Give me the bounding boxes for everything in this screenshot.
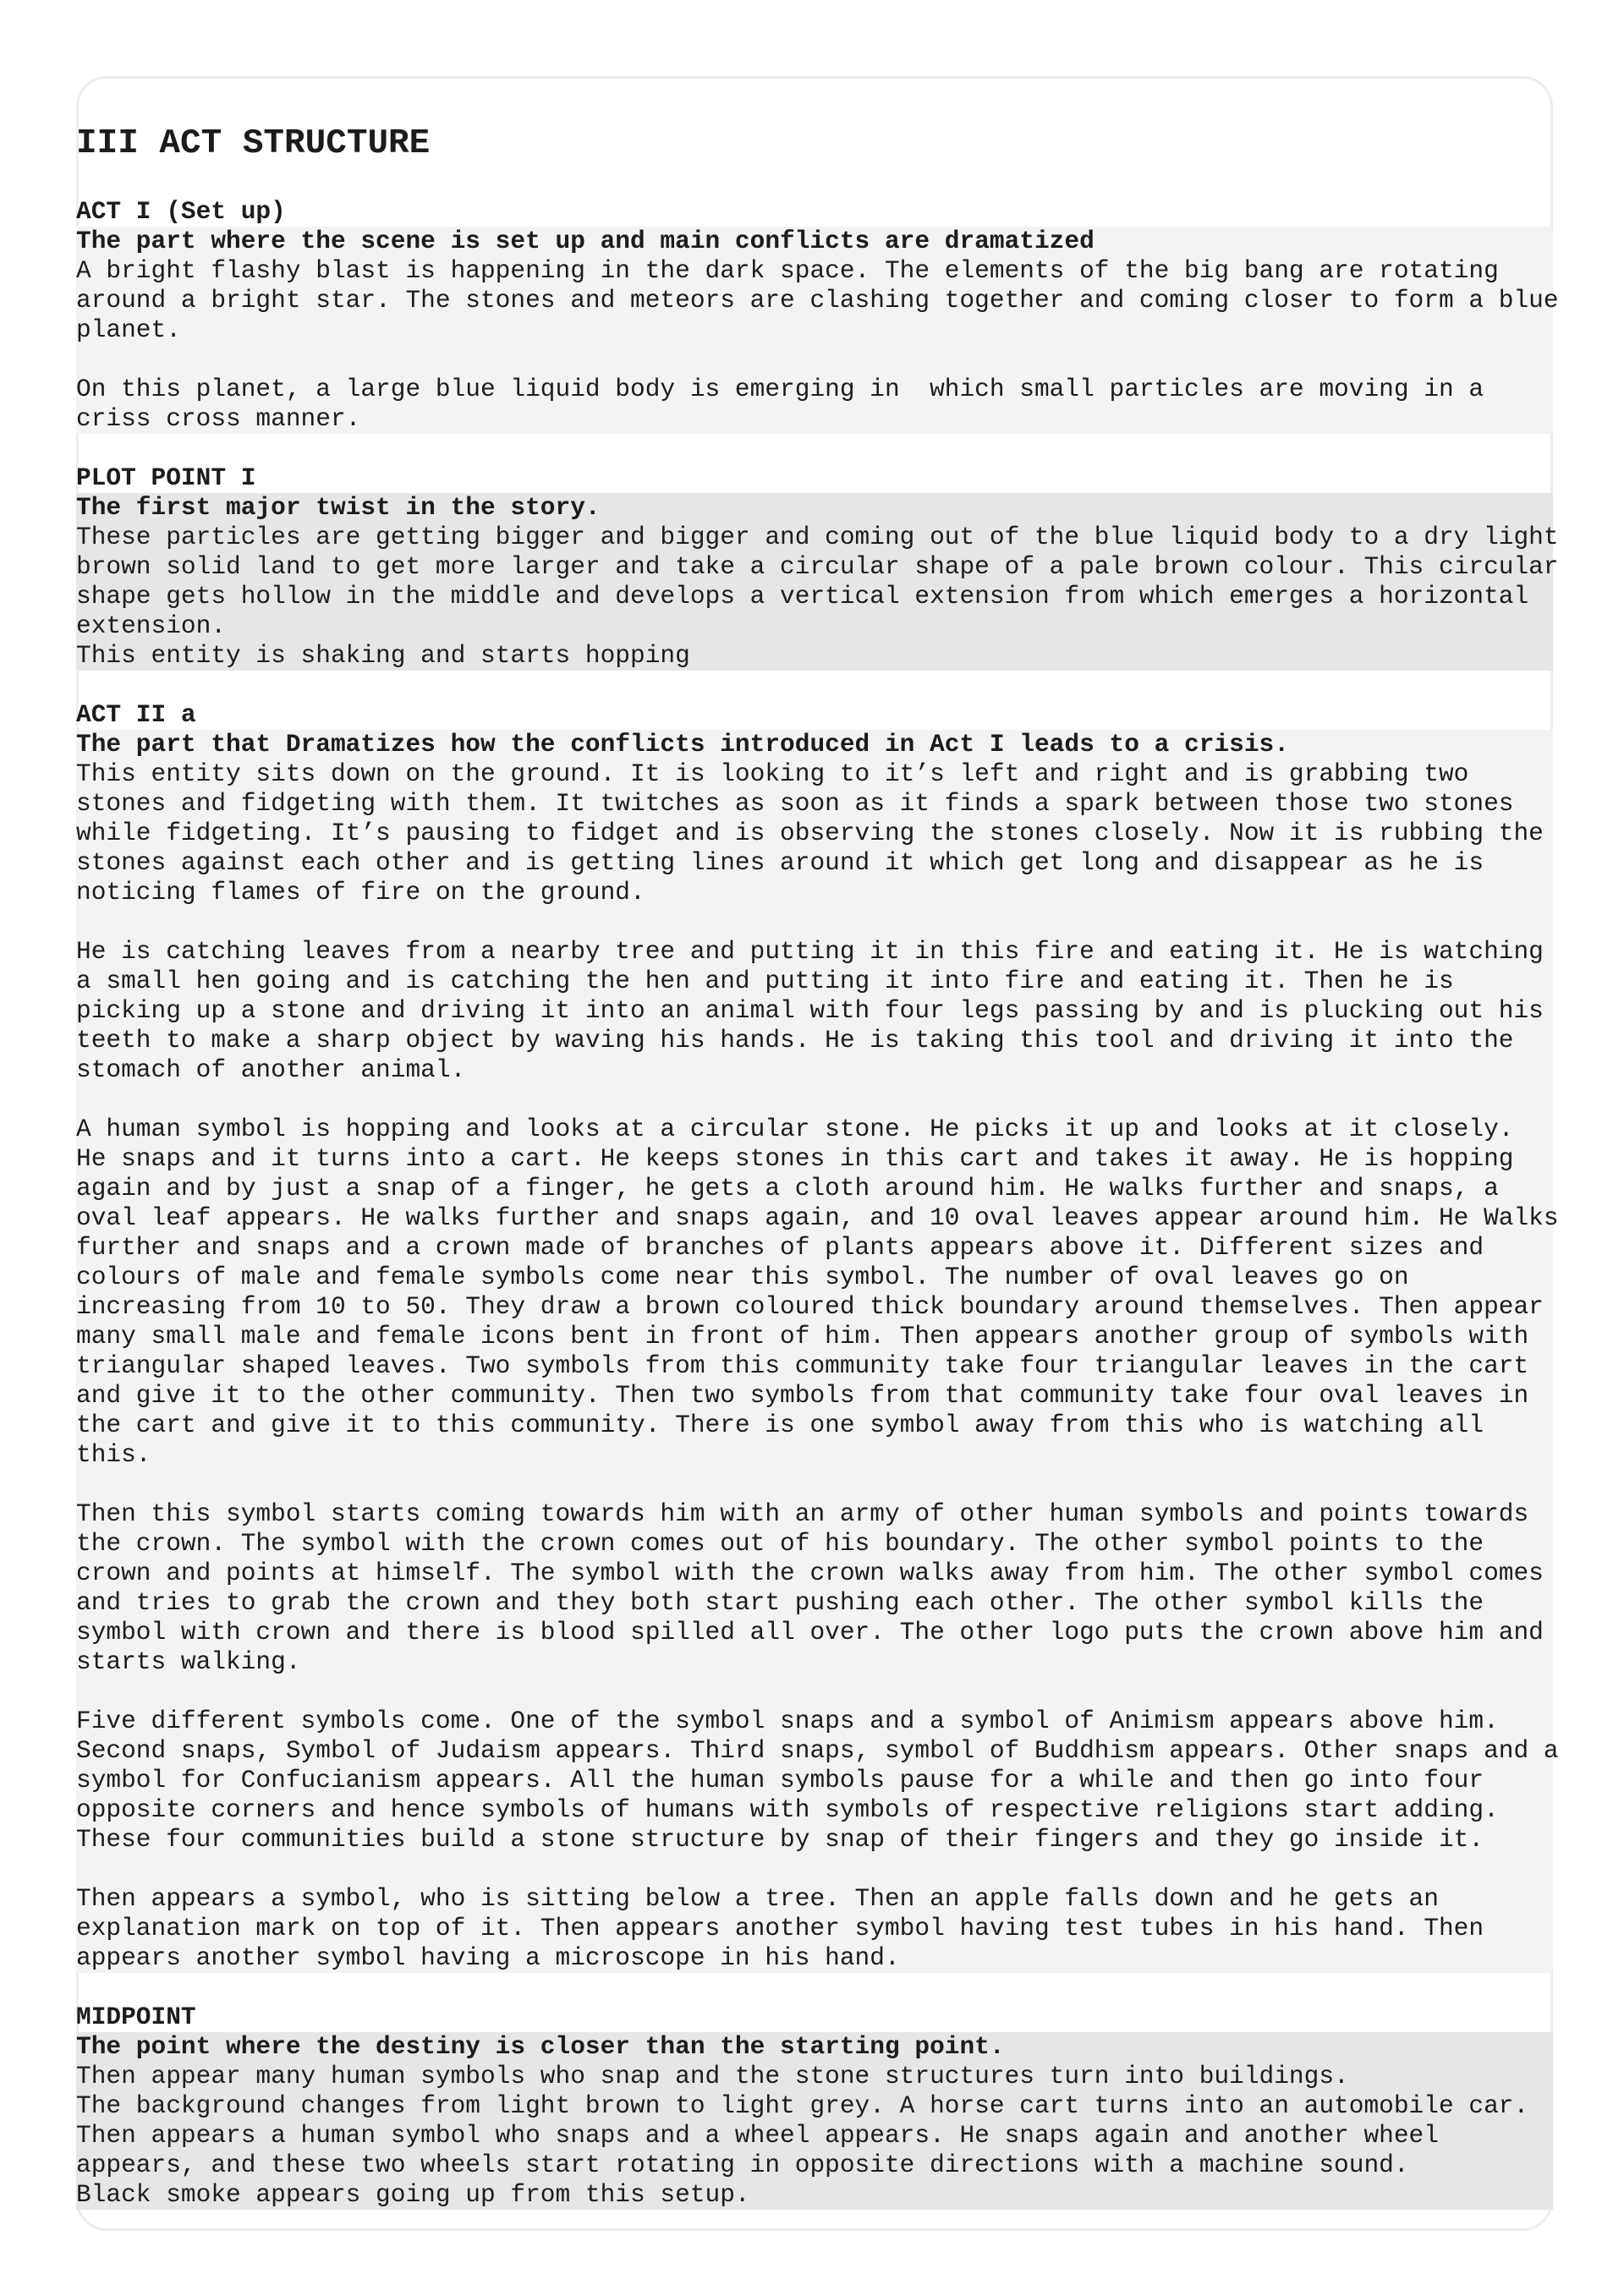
text-line: brown solid land to get more larger and take a circular shape of a pale brown colour. This circular (76, 552, 1559, 581)
section-heading: MIDPOINT (76, 2003, 196, 2031)
text-line: These particles are getting bigger and bigger and coming out of the blue liquid body to a dry light (76, 523, 1559, 551)
paragraph (76, 1115, 1559, 1470)
paragraph (76, 375, 1553, 434)
text-line: Black smoke appears going up from this setup. (76, 2180, 750, 2209)
text-line: this. (76, 1440, 151, 1469)
text-line: Then appears a human symbol who snaps and a wheel appears. He snaps again and another wheel (76, 2121, 1439, 2150)
text-line: Then appear many human symbols who snap and the stone structures turn into buildings. (76, 2062, 1349, 2091)
document-body (76, 123, 1559, 2210)
text-line: shape gets hollow in the middle and develops a vertical extension from which emerges a horizontal (76, 582, 1529, 611)
text-line: Five different symbols come. One of the symbol snaps and a symbol of Animism appears above him. (76, 1707, 1499, 1735)
text-line: starts walking. (76, 1647, 301, 1676)
paragraph (76, 937, 1553, 1085)
text-line: symbol with crown and there is blood spilled all over. The other logo puts the crown above him and (76, 1618, 1544, 1647)
text-line: again and by just a snap of a finger, he gets a cloth around him. He walks further and snaps, a (76, 1174, 1499, 1203)
text-line: These four communities build a stone structure by snap of their fingers and they go inside it. (76, 1825, 1484, 1854)
text-line: On this planet, a large blue liquid body is emerging in which small particles are moving in a (76, 375, 1484, 403)
text-line: planet. (76, 315, 181, 344)
section-subtitle: The part where the scene is set up and main conflicts are dramatized (76, 227, 1095, 255)
text-line: symbol for Confucianism appears. All the human symbols pause for a while and then go into four (76, 1766, 1484, 1795)
text-line: This entity sits down on the ground. It is looking to it’s left and right and is grabbing two (76, 759, 1469, 788)
section (76, 700, 1559, 2003)
text-line: stones against each other and is getting lines around it which get long and disappear as he is (76, 848, 1484, 877)
text-line: while fidgeting. It’s pausing to fidget and is observing the stones closely. Now it is rubbing the (76, 819, 1544, 847)
section-heading: PLOT POINT I (76, 463, 256, 492)
paragraph-gap (76, 907, 1553, 937)
text-line: and give it to the other community. Then two symbols from that community take four oval leaves in (76, 1381, 1529, 1410)
section-block (76, 730, 1559, 1973)
text-line: appears, and these two wheels start rotating in opposite directions with a machine sound. (76, 2151, 1409, 2179)
text-line: explanation mark on top of it. Then appears another symbol having test tubes in his hand. Then (76, 1914, 1484, 1943)
text-line: Second snaps, Symbol of Judaism appears. Third snaps, symbol of Buddhism appears. Other snaps and a (76, 1736, 1559, 1765)
text-line: stones and fidgeting with them. It twitches as soon as it finds a spark between those two stones (76, 789, 1514, 818)
text-line: around a bright star. The stones and meteors are clashing together and coming closer to form a blue (76, 286, 1559, 315)
text-line: extension. (76, 611, 227, 640)
text-line: A human symbol is hopping and looks at a circular stone. He picks it up and looks at it closely. (76, 1115, 1514, 1143)
text-line: oval leaf appears. He walks further and snaps again, and 10 oval leaves appear around him. He Walks (76, 1203, 1559, 1232)
paragraph (76, 759, 1553, 907)
text-line: Then appears a symbol, who is sitting below a tree. Then an apple falls down and he gets an (76, 1884, 1439, 1913)
section-subtitle: The point where the destiny is closer than the starting point. (76, 2032, 1005, 2061)
text-line: opposite corners and hence symbols of humans with symbols of respective religions start adding. (76, 1795, 1499, 1824)
text-line: further and snaps and a crown made of branches of plants appears above it. Different sizes and (76, 1233, 1484, 1262)
section-gap (76, 671, 1553, 700)
text-line: criss cross manner. (76, 404, 361, 433)
paragraph-gap (76, 1470, 1553, 1499)
section-gap (76, 434, 1553, 463)
section (76, 197, 1559, 463)
section (76, 2003, 1553, 2210)
text-line: A bright flashy blast is happening in the dark space. The elements of the big bang are rotating (76, 256, 1499, 285)
text-line: the cart and give it to this community. There is one symbol away from this who is watching all (76, 1411, 1484, 1439)
text-line: many small male and female icons bent in front of him. Then appears another group of symbols with (76, 1322, 1529, 1351)
paragraph-gap (76, 1855, 1553, 1884)
text-line: colours of male and female symbols come near this symbol. The number of oval leaves go on (76, 1263, 1409, 1291)
paragraph-gap (76, 1085, 1553, 1115)
text-line: increasing from 10 to 50. They draw a brown coloured thick boundary around themselves. Then appear (76, 1292, 1544, 1321)
section-heading: ACT I (Set up) (76, 197, 286, 226)
section-block (76, 227, 1559, 434)
section-heading: ACT II a (76, 700, 196, 729)
section-block (76, 2032, 1553, 2210)
text-line: Then this symbol starts coming towards him with an army of other human symbols and points towards (76, 1499, 1529, 1528)
paragraph (76, 1884, 1553, 1973)
text-line: stomach of another animal. (76, 1055, 466, 1084)
text-line: noticing flames of fire on the ground. (76, 878, 645, 907)
section-subtitle: The part that Dramatizes how the conflicts introduced in Act I leads to a crisis. (76, 730, 1289, 759)
text-line: crown and points at himself. The symbol with the crown walks away from him. The other symbol comes (76, 1559, 1544, 1587)
text-line: picking up a stone and driving it into an animal with four legs passing by and is plucking out his (76, 996, 1544, 1025)
text-line: teeth to make a sharp object by waving his hands. He is taking this tool and driving it into the (76, 1026, 1514, 1055)
text-line: appears another symbol having a microscope in his hand. (76, 1943, 900, 1972)
paragraph (76, 1499, 1553, 1677)
section-subtitle: The first major twist in the story. (76, 493, 601, 522)
section-gap (76, 1973, 1553, 2003)
text-line: the crown. The symbol with the crown comes out of his boundary. The other symbol points to the (76, 1529, 1484, 1558)
paragraph (76, 256, 1559, 345)
text-line: a small hen going and is catching the hen and putting it into fire and eating it. Then he is (76, 967, 1454, 995)
paragraph (76, 1707, 1559, 1855)
text-line: He snaps and it turns into a cart. He keeps stones in this cart and takes it away. He is hopping (76, 1144, 1514, 1173)
section-block (76, 493, 1559, 671)
text-line: and tries to grab the crown and they both start pushing each other. The other symbol kills the (76, 1588, 1484, 1617)
section (76, 463, 1559, 700)
paragraph (76, 2062, 1553, 2210)
text-line: He is catching leaves from a nearby tree and putting it in this fire and eating it. He is watching (76, 937, 1544, 966)
text-line: This entity is shaking and starts hopping (76, 641, 690, 670)
text-line: The background changes from light brown to light grey. A horse cart turns into an automobile car. (76, 2091, 1529, 2120)
text-line: triangular shaped leaves. Two symbols from this community take four triangular leaves in the cart (76, 1351, 1529, 1380)
paragraph-gap (76, 1677, 1553, 1707)
sections-container (76, 197, 1559, 2210)
paragraph-gap (76, 345, 1553, 375)
document-title: III ACT STRUCTURE (76, 124, 431, 163)
paragraph (76, 523, 1559, 671)
